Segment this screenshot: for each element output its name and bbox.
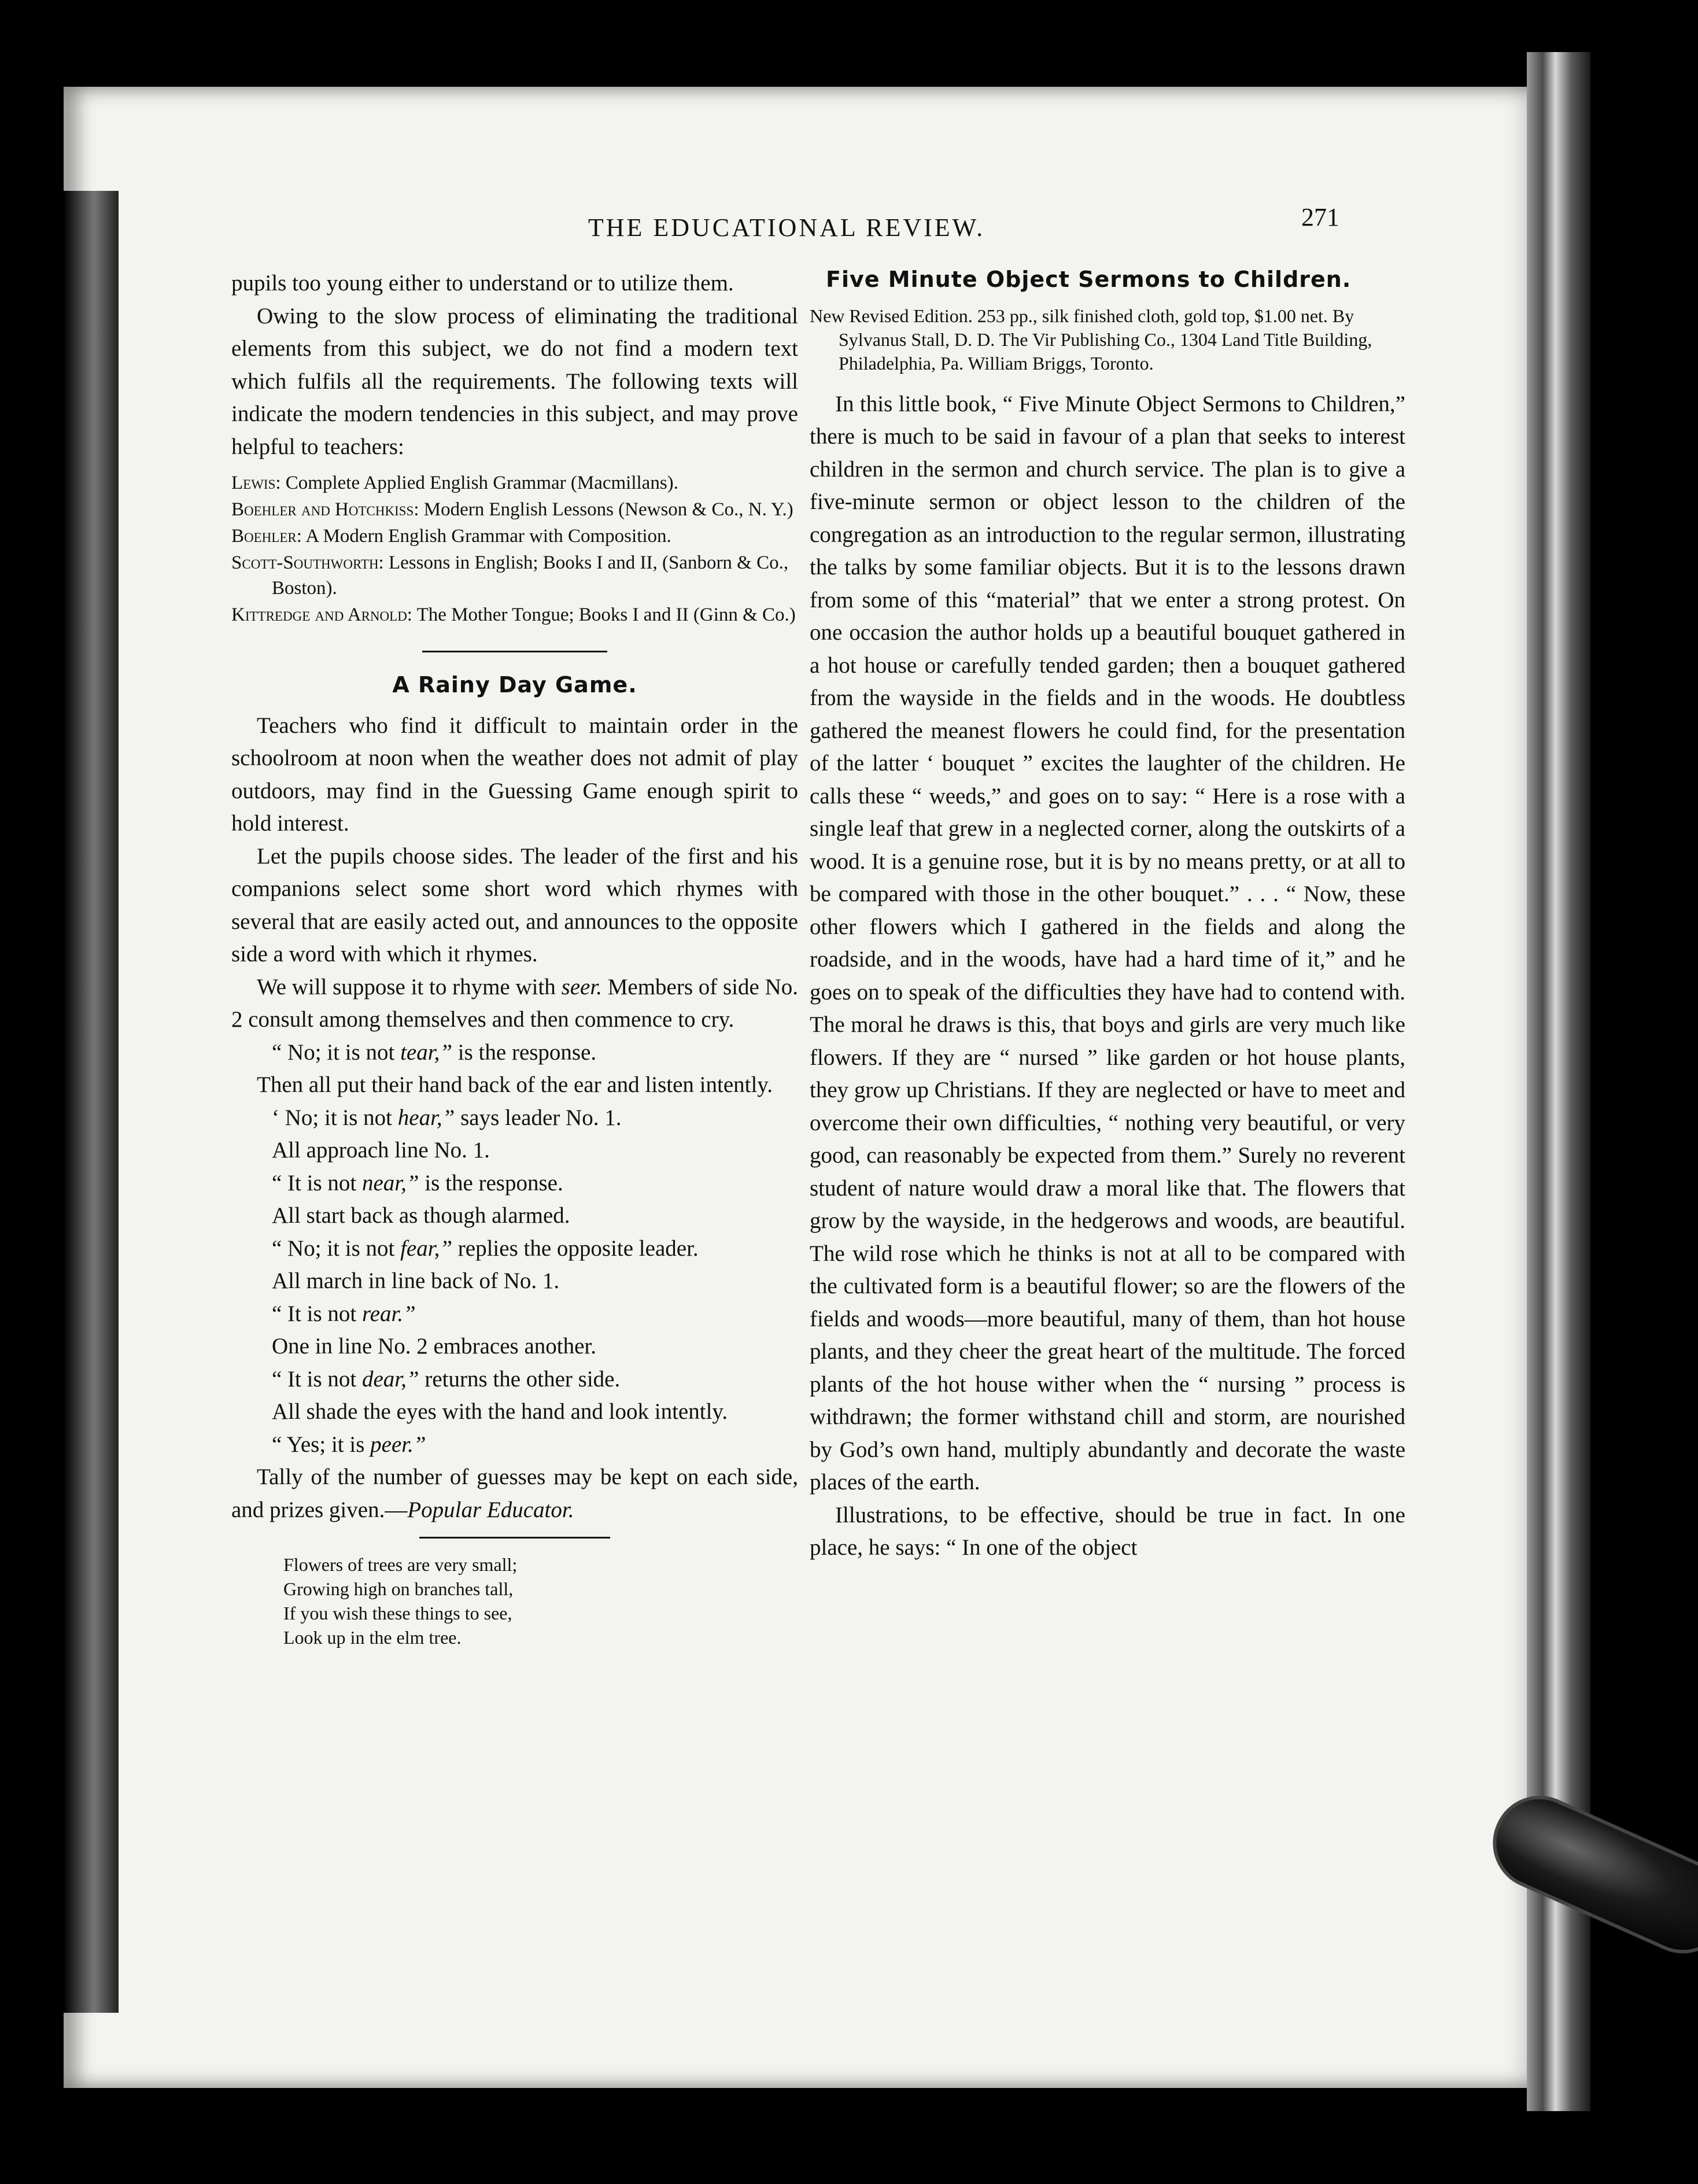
- reference-text: A Modern English Grammar with Composition.: [301, 526, 671, 547]
- text-run: Tally of the number of guesses may be kept on each side, and prizes given.—: [231, 1464, 798, 1522]
- reference-item: [231, 602, 798, 628]
- paragraph: [231, 1461, 798, 1526]
- paragraph: Teachers who find it difficult to maintain order in the schoolroom at noon when the weather does not admit of play outdoors, may find in the Guessing Game enough spirit to hold interest.: [231, 713, 798, 836]
- paragraph: Illustrations, to be effective, should be true in fact. In one place, he says: “ In one of the object: [810, 1502, 1405, 1560]
- text-run: “ It is not: [272, 1366, 362, 1392]
- text-run: “ No; it is not: [272, 1235, 401, 1261]
- reference-text: Complete Applied English Grammar (Macmillans).: [280, 473, 678, 493]
- text-run: is the response.: [452, 1039, 597, 1065]
- text-run: replies the opposite leader.: [452, 1235, 699, 1261]
- emphasis: seer.: [561, 974, 602, 999]
- verse-line: If you wish these things to see,: [283, 1603, 512, 1624]
- publication-info: New Revised Edition. 253 pp., silk finished cloth, gold top, $1.00 net. By Sylvanus Stall, D. D. The Vir Publishing Co., 1304 Land Title Building, Philadelphia, Pa. William Briggs, Toronto.: [810, 305, 1372, 374]
- dialogue-line: [272, 1036, 798, 1069]
- paragraph: Owing to the slow process of eliminating the traditional elements from this subject, we do not find a modern text which fulfils all the requirements. The following texts will indicate the modern tendencies in this subject, and may prove helpful to teachers:: [231, 303, 798, 459]
- reference-list: [231, 470, 798, 628]
- dialogue-line: [272, 1102, 798, 1135]
- verse-line: Look up in the elm tree.: [283, 1627, 462, 1648]
- section-title: A Rainy Day Game.: [392, 672, 637, 698]
- text-run: “ It is not: [272, 1301, 362, 1326]
- text-run: Members of side No. 2 consult among themselves and then commence to cry.: [231, 974, 798, 1032]
- dialogue-line: All shade the eyes with the hand and look intently.: [272, 1399, 728, 1424]
- emphasis: hear,”: [397, 1105, 455, 1130]
- reference-text: Lessons in English; Books I and II, (Sanborn & Co., Boston).: [272, 552, 789, 599]
- verse-line: Growing high on branches tall,: [283, 1578, 514, 1599]
- text-run: returns the other side.: [419, 1366, 621, 1392]
- reference-item: [231, 550, 798, 601]
- dialogue-line: [272, 1167, 798, 1200]
- emphasis: fear,”: [400, 1235, 453, 1261]
- section-divider: [419, 1537, 610, 1539]
- dialogue-line: All approach line No. 1.: [272, 1138, 490, 1163]
- dialogue-line: [272, 1233, 798, 1266]
- emphasis: rear.”: [361, 1301, 416, 1326]
- dialogue-line: All start back as though alarmed.: [272, 1203, 570, 1228]
- text-run: is the response.: [419, 1170, 563, 1196]
- reference-text: The Mother Tongue; Books I and II (Ginn & Co.): [412, 604, 796, 625]
- verse: [283, 1552, 798, 1650]
- reference-author: Kittredge and Arnold:: [231, 604, 412, 625]
- paragraph: Then all put their hand back of the ear and listen intently.: [257, 1072, 773, 1097]
- dialogue-line: [272, 1363, 798, 1396]
- reference-item: [231, 497, 798, 522]
- game-dialogue: [231, 1036, 798, 1462]
- dialogue-line: [272, 1429, 798, 1462]
- review-title: Five Minute Object Sermons to Children.: [826, 267, 1352, 292]
- running-head: THE EDUCATIONAL REVIEW.: [588, 213, 985, 242]
- emphasis: peer.”: [370, 1432, 426, 1457]
- text-run: says leader No. 1.: [455, 1105, 622, 1130]
- paragraph: pupils too young either to understand or to utilize them.: [231, 271, 734, 296]
- paragraph: [231, 971, 798, 1036]
- page-number: 271: [1301, 203, 1339, 231]
- facing-page-edge: [64, 191, 119, 2013]
- dialogue-line: [272, 1298, 798, 1331]
- text-run: We will suppose it to rhyme with: [257, 974, 562, 999]
- emphasis: near,”: [361, 1170, 419, 1196]
- text-run: “ It is not: [272, 1170, 362, 1196]
- text-run: “ No; it is not: [272, 1039, 401, 1065]
- reference-author: Boehler:: [231, 526, 302, 547]
- reference-author: Boehler and Hotchkiss:: [231, 499, 419, 520]
- dialogue-line: One in line No. 2 embraces another.: [272, 1334, 596, 1359]
- paragraph: In this little book, “ Five Minute Object Sermons to Children,” there is much to be said in favour of a plan that seeks to interest children in the sermon and church service. The plan is to give a five-minute sermon or object lesson to the children of the congregation as an introduction to the regular sermon, illustrating the talks by some familiar objects. But it is to the lessons drawn from some of this “material” that we enter a strong protest. On one occasion the author holds up a beautiful bouquet gathered in a hot house or carefully tended garden; then a bouquet gathered from the wayside in the fields and in the woods. He doubtless gathered the meanest flowers he could find, for the presentation of the latter ‘ bouquet ” excites the laughter of the children. He calls these “ weeds,” and goes on to say: “ Here is a rose with a single leaf that grew in a neglected corner, along the outskirts of a wood. It is a genuine rose, but it is by no means pretty, or at all to be compared with those in the other bouquet.” . . . “ Now, these other flowers which I gathered in the fields and along the roadside, and in the woods, have had a hard time of it,” and he goes on to speak of the difficulties they have had to contend with. The moral he draws is this, that boys and girls are very much like flowers. If they are “ nursed ” like garden or hot house plants, they grow up Christians. If they are neglected or have to meet and overcome their own difficulties, “ nothing very beautiful, or very good, can reasonably be expected from them.” Surely no reverent student of nature would draw a moral like that. The flowers that grow by the wayside, in the hedgerows and woods, are beautiful. The wild rose which he thinks is not at all to be compared with the cultivated form is a beautiful flower; so are the flowers of the fields and woods—more beautiful, many of them, than hot house plants, and they cheer the great heart of the multitude. The forced plants of the hot house wither when the “ nursing ” process is withdrawn; the former withstand chill and storm, are nourished by God’s own hand, multiply abundantly and decorate the waste places of the earth.: [810, 391, 1405, 1495]
- text-run: “ Yes; it is: [272, 1432, 371, 1457]
- reference-item: [231, 470, 798, 496]
- left-column: [231, 267, 798, 1650]
- source-attribution: Popular Educator.: [407, 1497, 574, 1522]
- verse-line: Flowers of trees are very small;: [283, 1554, 518, 1575]
- section-divider: [422, 651, 607, 652]
- reference-text: Modern English Lessons (Newson & Co., N. Y.): [419, 499, 793, 520]
- dialogue-line: All march in line back of No. 1.: [272, 1268, 560, 1293]
- reference-author: Lewis:: [231, 473, 281, 493]
- text-run: ‘ No; it is not: [272, 1105, 398, 1130]
- reference-item: [231, 523, 798, 549]
- emphasis: dear,”: [361, 1366, 419, 1392]
- reference-author: Scott-Southworth:: [231, 552, 384, 573]
- emphasis: tear,”: [400, 1039, 453, 1065]
- paragraph: Let the pupils choose sides. The leader of the first and his companions select some short word which rhymes with several that are easily acted out, and announces to the opposite side a word with which it rhymes.: [231, 843, 798, 966]
- right-column: [810, 263, 1405, 1565]
